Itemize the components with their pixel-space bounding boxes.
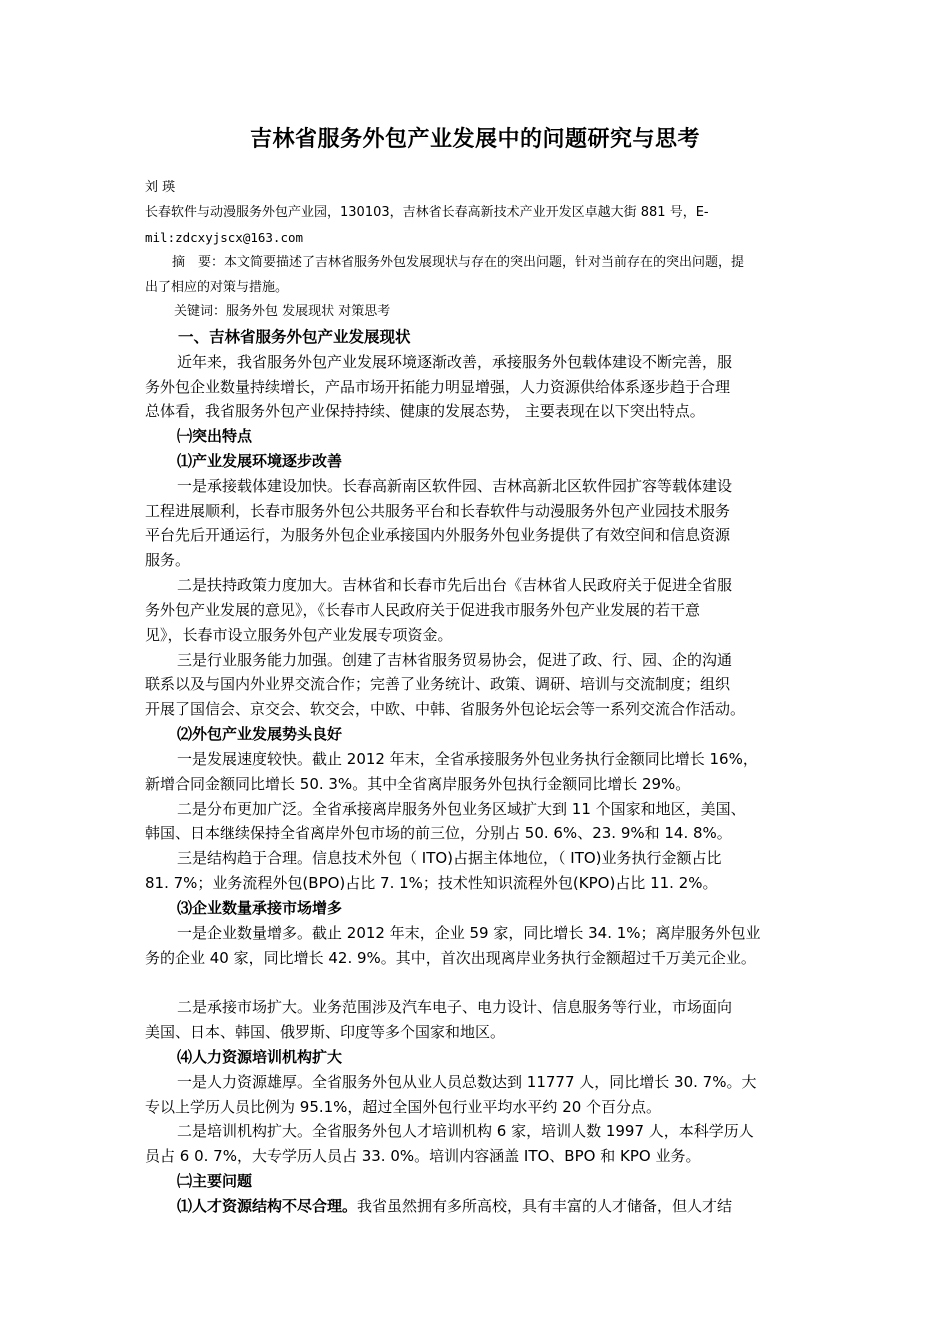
body-line: 工程进展顺利，长春市服务外包公共服务平台和长春软件与动漫服务外包产业园技术服务 [145,502,731,520]
subsection-heading: ⑶企业数量承接市场增多 [177,899,343,917]
body-line: 平台先后开通运行，为服务外包企业承接国内外服务外包业务提供了有效空间和信息资源 [145,526,731,544]
body-line: 81. 7%；业务流程外包(BPO)占比 7. 1%；技术性知识流程外包(KPO)占比 11. 2%。 [145,874,718,892]
body-line-mixed [177,1193,732,1219]
body-line: 一是企业数量增多。截止 2012 年末，企业 59 家，同比增长 34. 1%；离岸服务外包业 [177,924,761,942]
body-line: 务的企业 40 家，同比增长 42. 9%。其中，首次出现离岸业务执行金额超过千万美元企业。 [145,949,756,967]
body-line: 二是培训机构扩大。全省服务外包人才培训机构 6 家，培训人数 1997 人，本科学历人 [177,1122,754,1140]
body-line: 二是分布更加广泛。全省承接离岸服务外包业务区域扩大到 11 个国家和地区，美国、 [177,800,746,818]
body-line: 三是行业服务能力加强。创建了吉林省服务贸易协会，促进了政、行、园、企的沟通 [177,651,733,669]
body-line: 专以上学历人员比例为 95.1%，超过全国外包行业平均水平约 20 个百分点。 [145,1098,662,1116]
body-line: 近年来，我省服务外包产业发展环境逐渐改善，承接服务外包载体建设不断完善，服 [177,353,733,371]
keywords: 关键词：服务外包 发展现状 对策思考 [174,304,391,319]
body-line: 总体看，我省服务外包产业保持持续、健康的发展态势， 主要表现在以下突出特点。 [145,402,705,420]
body-line: 二是承接市场扩大。业务范围涉及汽车电子、电力设计、信息服务等行业，市场面向 [177,998,733,1016]
body-line-rest: 我省虽然拥有多所高校，具有丰富的人才储备，但人才结 [357,1197,733,1215]
author: 刘 瑛 [145,180,176,195]
body-line: 新增合同金额同比增长 50. 3%。其中全省离岸服务外包执行金额同比增长 29%。 [145,775,691,793]
affiliation-line-1: 长春软件与动漫服务外包产业园，130103，吉林省长春高新技术产业开发区卓越大街 881 号，E- [145,205,709,220]
body-line: 见》，长春市设立服务外包产业发展专项资金。 [145,626,453,644]
section-heading: 一、吉林省服务外包产业发展现状 [178,328,411,346]
page-title: 吉林省服务外包产业发展中的问题研究与思考 [249,127,700,152]
body-line: 韩国、日本继续保持全省离岸外包市场的前三位，分别占 50. 6%、23. 9%和 14. 8%。 [145,824,732,842]
subsection-heading: ㈡主要问题 [177,1172,253,1190]
abstract-line-1: 摘 要：本文简要描述了吉林省服务外包发展现状与存在的突出问题，针对当前存在的突出问题，提 [172,255,745,270]
body-line: 服务。 [145,551,191,569]
body-line: 开展了国信会、京交会、软交会，中欧、中韩、省服务外包论坛会等一系列交流合作活动。 [145,700,746,718]
affiliation-line-2: mil:zdcxyjscx@163.com [145,230,304,245]
body-line: 一是承接载体建设加快。长春高新南区软件园、吉林高新北区软件园扩容等载体建设 [177,477,733,495]
body-line: 二是扶持政策力度加大。吉林省和长春市先后出台《吉林省人民政府关于促进全省服 [177,576,733,594]
body-line: 务外包企业数量持续增长，产品市场开拓能力明显增强，人力资源供给体系逐步趋于合理 [145,378,731,396]
subsection-heading: ⑷人力资源培训机构扩大 [177,1048,343,1066]
body-line: 一是人力资源雄厚。全省服务外包从业人员总数达到 11777 人，同比增长 30. 7%。大 [177,1073,757,1091]
subsection-heading: ㈠突出特点 [177,427,253,445]
subsection-heading: ⑴产业发展环境逐步改善 [177,452,343,470]
bold-lead-phrase: ⑴人才资源结构不尽合理。 [177,1197,358,1215]
body-line: 一是发展速度较快。截止 2012 年末，全省承接服务外包业务执行金额同比增长 16%， [177,750,758,768]
abstract-line-2: 出了相应的对策与措施。 [145,280,289,295]
body-line: 美国、日本、韩国、俄罗斯、印度等多个国家和地区。 [145,1023,506,1041]
body-line: 三是结构趋于合理。信息技术外包（ ITO)占据主体地位，（ ITO)业务执行金额占比 [177,849,722,867]
subsection-heading: ⑵外包产业发展势头良好 [177,725,343,743]
body-line: 联系以及与国内外业界交流合作；完善了业务统计、政策、调研、培训与交流制度；组织 [145,675,731,693]
body-line: 员占 6 0. 7%，大专学历人员占 33. 0%。培训内容涵盖 ITO、BPO 和 KPO 业务。 [145,1147,701,1165]
body-line: 务外包产业发展的意见》，《长春市人民政府关于促进我市服务外包产业发展的若干意 [145,601,701,619]
